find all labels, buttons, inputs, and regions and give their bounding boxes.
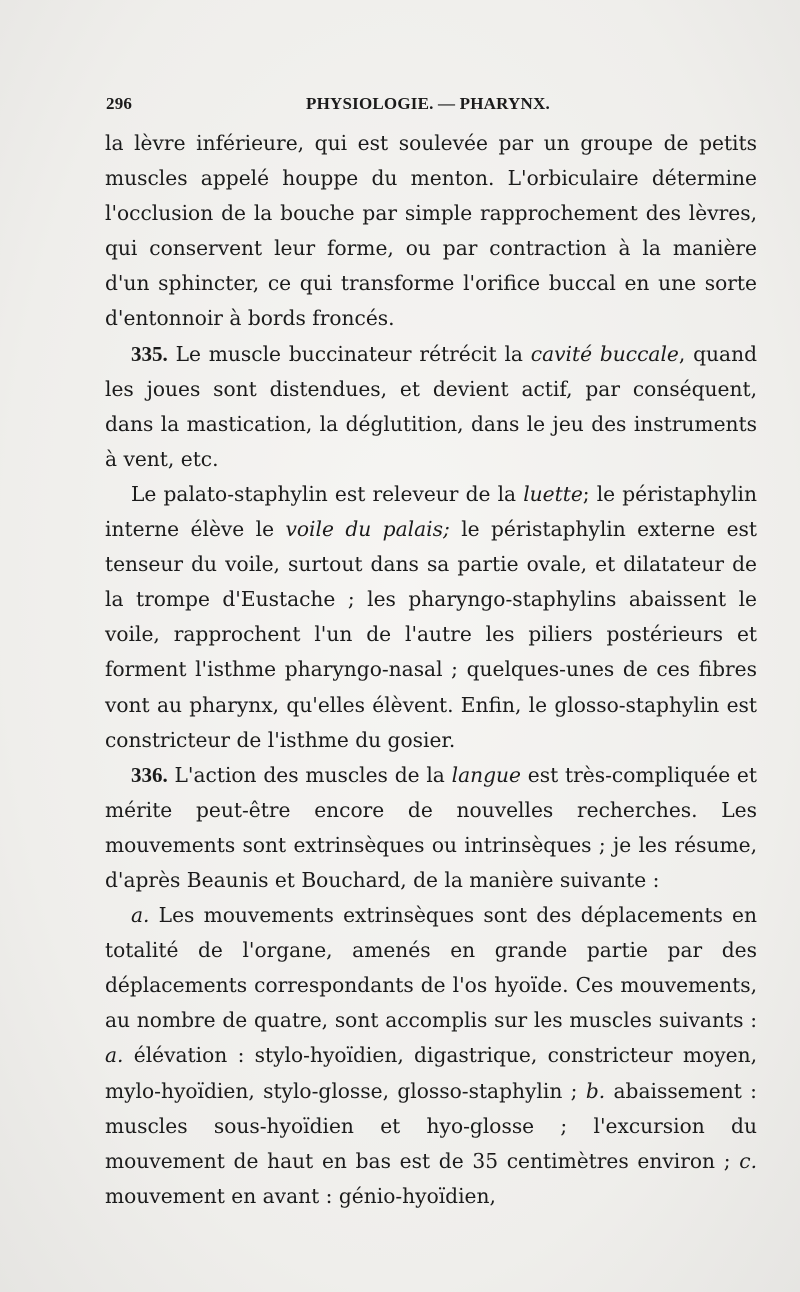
paragraph-336 <box>105 758 757 898</box>
italic-term: langue <box>451 762 522 787</box>
paragraph-text: Le palato-staphylin est releveur de la <box>131 481 524 506</box>
body-text <box>105 126 757 1214</box>
paragraph-text: , quand les joues sont distendues, et devient actif, par conséquent, dans la mastication, la déglutition, dans le jeu des instruments à vent, etc. <box>105 341 758 471</box>
running-head: PHYSIOLOGIE. — PHARYNX. <box>306 94 550 113</box>
paragraph-text: L'action des muscles de la <box>167 762 452 787</box>
paragraph-text: ; le péristaphylin interne élève le <box>105 481 757 542</box>
section-number: 335. <box>131 341 168 366</box>
paragraph-text: mouvement en avant : génio-hyoïdien, <box>105 1183 496 1208</box>
paragraph-text: le péristaphylin externe est tenseur du voile, surtout dans sa partie ovale, et dilatateur de la trompe d'Eustache ; les pharyngo-staphylins abaissent le voile, rapprochent l'un de l'autre les piliers postérieurs et forment l'isthme pharyngo-nasal ; quelques-unes de ces fibres vont au pharynx, qu'elles élèvent. Enfin, le glosso-staphylin est constricteur de l'isthme du gosier. <box>105 517 757 752</box>
paragraph-extrinseques <box>105 898 757 1214</box>
paragraph-text: Les mouvements extrinsèques sont des déplacements en totalité de l'organe, amenés en grande partie par des déplacements correspondants de l'os hyoïde. Ces mouvements, au nombre de quatre, sont accomplis sur les muscles suivants : <box>105 903 757 1033</box>
paragraph-text: élévation : stylo-hyoïdien, digastrique, constricteur moyen, mylo-hyoïdien, stylo-glosse, glosso-staphylin ; <box>105 1043 757 1103</box>
italic-term: cavité buccale <box>530 341 679 366</box>
list-marker: a. <box>105 1043 124 1068</box>
page-number: 296 <box>106 94 133 113</box>
italic-term: voile du palais; <box>285 517 450 542</box>
italic-term: luette <box>523 481 583 506</box>
list-marker: b. <box>585 1078 606 1103</box>
paragraph-text: Le muscle buccinateur rétrécit la <box>167 341 531 366</box>
paragraph-335 <box>105 337 757 477</box>
page-header <box>106 94 756 118</box>
paragraph-continuation <box>105 126 757 337</box>
paragraph-staphylin <box>105 477 757 758</box>
list-marker: c. <box>739 1148 757 1173</box>
paragraph-text: la lèvre inférieure, qui est soulevée par un groupe de petits muscles appelé houppe du menton. L'orbiculaire détermine l'occlusion de la bouche par simple rapprochement des lèvres, qui conservent leur forme, ou par contraction à la manière d'un sphincter, ce qui transforme l'orifice buccal en une sorte d'entonnoir à bords froncés. <box>105 131 757 331</box>
list-marker: a. <box>131 903 150 928</box>
section-number: 336. <box>131 762 168 787</box>
paragraph-text: est très-compliquée et mérite peut-être encore de nouvelles recherches. Les mouvements sont extrinsèques ou intrinsèques ; je les résume, d'après Beaunis et Bouchard, de la manière suivante : <box>105 762 757 892</box>
paragraph-text: abaissement : muscles sous-hyoïdien et hyo-glosse ; l'excursion du mouvement de haut en bas est de 35 centimètres environ ; <box>105 1078 757 1173</box>
